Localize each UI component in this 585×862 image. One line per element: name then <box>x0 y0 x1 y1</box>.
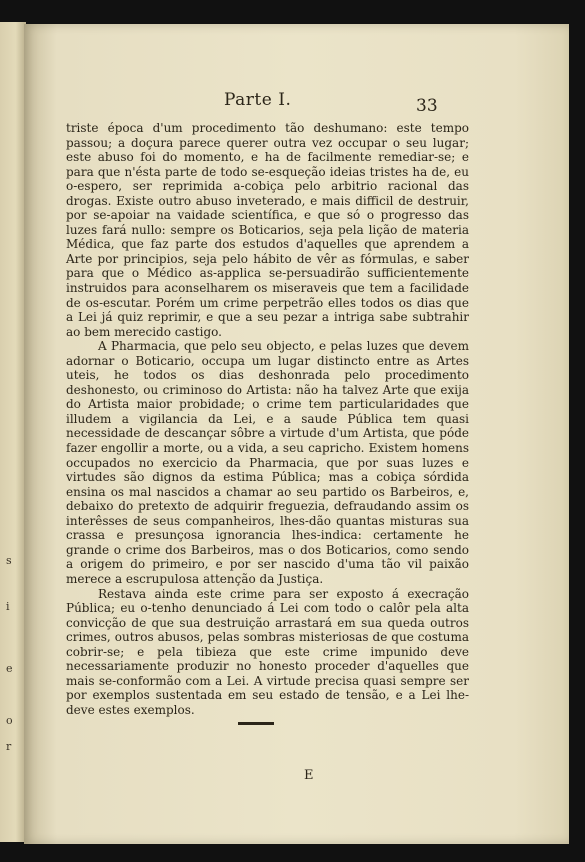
paragraph: triste época d'um procedimento tão deshumano: este tempo passou; a doçura parece querer outra vez occupar o seu lugar; este abuso foi do momento, e ha de facilmente remediar-se; e para que n'ésta parte de todo se-esqueção ideias tristes ha de, eu o-espero, ser reprimida a-cobiça pelo arbitrio racional das drogas. Existe outro abuso inveterado, e mais difficil de destruir, por se-apoiar na vaidade scientífica, e que só o progresso das luzes fará nullo: sempre os Boticarios, seja pela lição de materia Médica, que faz parte dos estudos d'aquelles que aprendem a Arte por principios, seja pelo hábito de vêr as fórmulas, e saber para que o Médico as-applica se-persuadirão sufficientemente instruidos para aconselharem os miseraveis que tem a facilidade de os-escutar. Porém um crime perpetrão elles todos os dias que a Lei já quiz reprimir, e que a seu pezar a intriga sabe subtrahir ao bem merecido castigo. <box>66 121 469 339</box>
section-rule <box>238 722 274 725</box>
book-page <box>24 24 569 844</box>
margin-fragment: s <box>6 554 12 567</box>
facing-page-edge <box>0 22 26 842</box>
signature-mark: E <box>304 768 314 783</box>
margin-fragment: e <box>6 662 13 675</box>
body-text <box>66 121 469 717</box>
page-number: 33 <box>416 96 438 116</box>
paragraph: Restava ainda este crime para ser exposto á execração Pública; eu o-tenho denunciado á Lei com todo o calôr pela alta convicção de que sua destruição arrastará em sua queda outros crimes, outros abusos, pelas sombras misteriosas de que costuma cobrir-se; e pela tibieza que este crime impunido deve necessariamente produzir no honesto proceder d'aquelles que mais se-conformão com a Lei. A virtude precisa quasi sempre ser por exemplos sustentada em seu estado de tensão, e a Lei lhe-deve estes exemplos. <box>66 586 469 717</box>
margin-fragment: r <box>6 740 12 753</box>
running-head: Parte I. <box>224 90 292 110</box>
paragraph: A Pharmacia, que pelo seu objecto, e pelas luzes que devem adornar o Boticario, occupa um lugar distincto entre as Artes uteis, he todos os dias deshonrada pelo procedimento deshonesto, ou criminoso do Artista: não ha talvez Arte que exija do Artista maior probidade; o crime tem particularidades que illudem a vigilancia da Lei, e a saude Pública tem quasi necessidade de descançar sôbre a virtude d'um Artista, que póde fazer engollir a morte, ou a vida, a seu capricho. Existem homens occupados no exercicio da Pharmacia, que por suas luzes e virtudes são dignos da estima Pública; mas a cobiça sórdida ensina os mal nascidos a chamar ao seu partido os Barbeiros, e, debaixo do pretexto de adquirir freguezia, defraudando assim os interêsses de seus companheiros, lhes-dão quantas misturas sua crassa e presunçosa ignorancia lhes-indica: certamente he grande o crime dos Barbeiros, mas o dos Boticarios, como sendo a origem do primeiro, e por ser nascido d'uma tão vil paixão merece a escrupulosa attenção da Justiça. <box>66 339 469 586</box>
margin-fragment: o <box>6 714 13 727</box>
margin-fragment: i <box>6 600 10 613</box>
